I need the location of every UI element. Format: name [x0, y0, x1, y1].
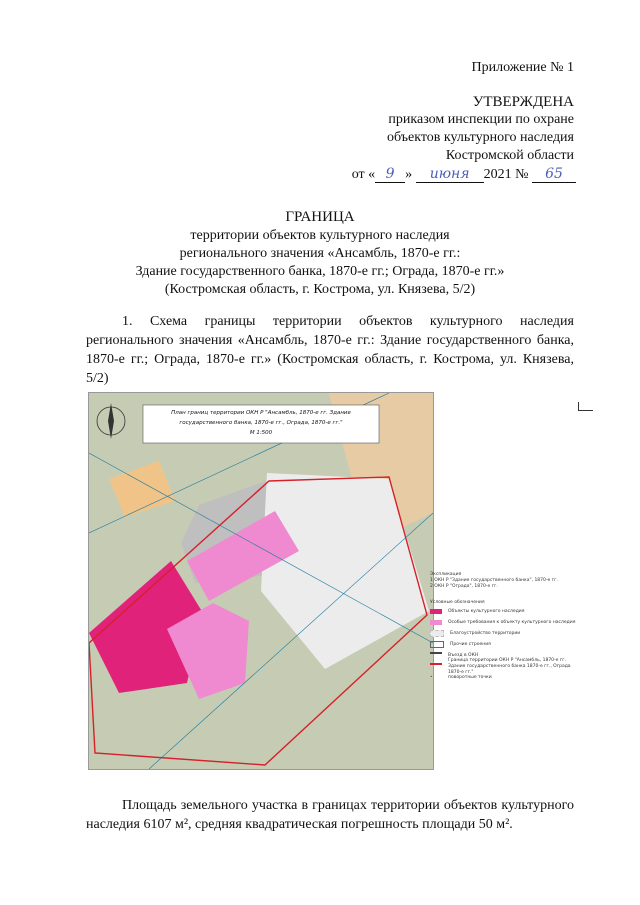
boundary-map	[88, 392, 434, 770]
legend-notes: Условные обозначения	[430, 600, 485, 605]
map-title-2: государственного банка, 1870-е гг., Ограда, 1870-е гг."	[179, 420, 343, 426]
appendix-label: Приложение № 1	[471, 60, 574, 75]
map-drawing	[89, 393, 433, 769]
subtitle-1: территории объектов культурного наследия	[190, 228, 450, 243]
legend-title: Экспликация	[430, 572, 462, 577]
approval-line-2: объектов культурного наследия	[386, 130, 574, 145]
corner-mark	[578, 402, 593, 411]
map-legend: Экспликация 1 ОКН Р "Здание государственного банка", 1870-е гг. 2 ОКН Р "Ограда", 1870-е гг. Условные обозначения Объекты культурного наследия Особые требования к объекту культурного наследия Благоустройство территории Прочие строения Въезд в ОКН Граница территории ОКН Р "Ансамбль, 1870-е гг. Здание государственного банка 1870-е гг., Ограда 1870-е гг." • поворотные точки	[430, 572, 580, 683]
order-month: июня	[416, 166, 484, 183]
legend-item-1: 1 ОКН Р "Здание государственного банка", 1870-е гг.	[430, 578, 558, 583]
doc-title: ГРАНИЦА	[285, 209, 355, 225]
paragraph-scheme: 1. Схема границы территории объектов культурного наследия регионального значения «Ансамбль, 1870-е гг.: Здание государственного банка, 1870-е гг.; Ограда, 1870-е гг.» (Костромская область, г. Кострома, ул. Князева, 5/2)	[86, 314, 574, 386]
approval-line-3: Костромской области	[445, 148, 574, 163]
approval-date-line: от « 9 » июня 2021 № 65	[352, 166, 576, 183]
map-title-1: План границ территории ОКН Р "Ансамбль, 1870-е гг. Здание	[171, 410, 351, 416]
paragraph-area: Площадь земельного участка в границах территории объектов культурного наследия 6107 м², средняя квадратическая погрешность площади 50 м².	[86, 798, 574, 832]
approved-label: УТВЕРЖДЕНА	[472, 94, 574, 110]
legend-item-2: 2 ОКН Р "Ограда", 1870-е гг.	[430, 584, 498, 589]
subtitle-3: Здание государственного банка, 1870-е гг.; Ограда, 1870-е гг.»	[135, 264, 505, 279]
map-scale: М 1:500	[249, 430, 273, 436]
subtitle-4: (Костромская область, г. Кострома, ул. Князева, 5/2)	[164, 282, 476, 297]
subtitle-2: регионального значения «Ансамбль, 1870-е гг.:	[179, 246, 461, 261]
approval-line-1: приказом инспекции по охране	[388, 112, 574, 127]
order-day: 9	[375, 166, 405, 183]
order-number: 65	[532, 166, 576, 183]
